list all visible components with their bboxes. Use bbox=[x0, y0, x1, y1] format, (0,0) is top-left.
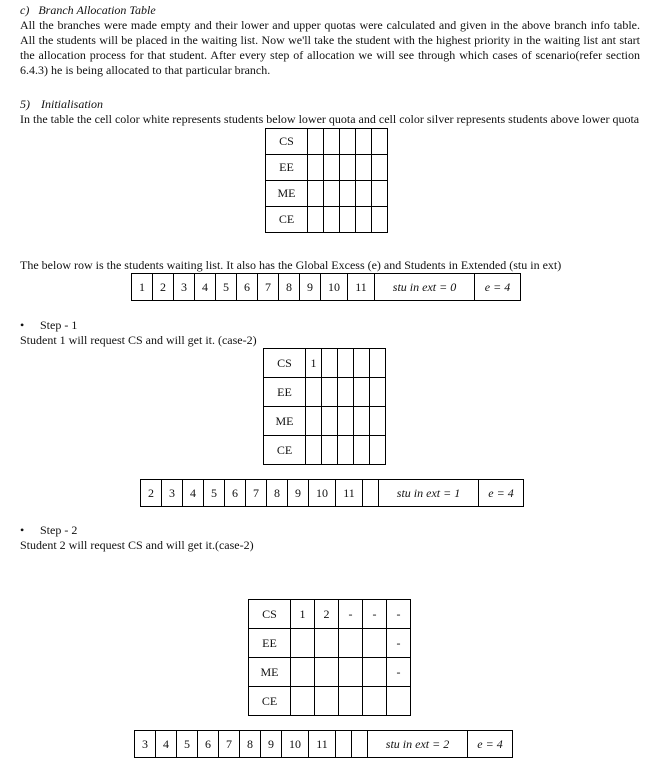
table-cell: - bbox=[387, 600, 411, 629]
table-row bbox=[264, 349, 386, 378]
table-cell: 1 bbox=[291, 600, 315, 629]
branch-label-cs: CS bbox=[264, 349, 306, 378]
student-cell: 5 bbox=[204, 480, 225, 507]
waiting-list-step2 bbox=[134, 730, 513, 758]
table-row bbox=[249, 687, 411, 716]
table-cell bbox=[354, 407, 370, 436]
table-row bbox=[249, 600, 411, 629]
table-row bbox=[266, 207, 388, 233]
branch-table-step1 bbox=[263, 348, 386, 465]
student-cell: 2 bbox=[141, 480, 162, 507]
table-cell bbox=[354, 378, 370, 407]
section-heading-c bbox=[20, 3, 156, 18]
stu-in-ext-cell: stu in ext = 2 bbox=[368, 731, 468, 758]
branch-label-ee: EE bbox=[249, 629, 291, 658]
table-cell bbox=[339, 629, 363, 658]
student-cell: 6 bbox=[225, 480, 246, 507]
student-cell: 11 bbox=[348, 274, 375, 301]
student-cell: 9 bbox=[261, 731, 282, 758]
step-heading-1 bbox=[20, 318, 77, 333]
student-cell: 1 bbox=[132, 274, 153, 301]
table-cell bbox=[370, 407, 386, 436]
global-excess-cell: e = 4 bbox=[479, 480, 524, 507]
table-cell bbox=[363, 629, 387, 658]
waiting-list-note: The below row is the students waiting list. It also has the Global Excess (e) and Students in Extended (stu in ext) bbox=[20, 258, 562, 272]
table-row bbox=[249, 658, 411, 687]
branch-label-cs: CS bbox=[266, 129, 308, 155]
table-cell bbox=[308, 129, 324, 155]
student-cell: 3 bbox=[174, 274, 195, 301]
table-cell: - bbox=[363, 600, 387, 629]
table-cell bbox=[340, 181, 356, 207]
student-cell: 5 bbox=[177, 731, 198, 758]
table-cell bbox=[339, 658, 363, 687]
global-excess-cell: e = 4 bbox=[468, 731, 513, 758]
student-cell: 8 bbox=[267, 480, 288, 507]
stu-in-ext-cell: stu in ext = 0 bbox=[375, 274, 475, 301]
step-title: Step - 1 bbox=[40, 318, 78, 332]
student-cell: 6 bbox=[198, 731, 219, 758]
student-cell: 2 bbox=[153, 274, 174, 301]
student-cell: 11 bbox=[309, 731, 336, 758]
table-cell bbox=[322, 378, 338, 407]
section-heading-initialisation bbox=[20, 97, 103, 112]
table-cell bbox=[308, 181, 324, 207]
student-cell: 7 bbox=[219, 731, 240, 758]
table-cell bbox=[308, 207, 324, 233]
student-cell: 9 bbox=[288, 480, 309, 507]
table-cell bbox=[338, 349, 354, 378]
table-cell bbox=[338, 436, 354, 465]
branch-label-me: ME bbox=[264, 407, 306, 436]
table-row bbox=[141, 480, 524, 507]
branch-label-cs: CS bbox=[249, 600, 291, 629]
table-cell bbox=[306, 436, 322, 465]
table-cell bbox=[363, 658, 387, 687]
table-row bbox=[249, 629, 411, 658]
table-cell bbox=[372, 207, 388, 233]
section-label: 5) bbox=[20, 97, 30, 111]
table-row bbox=[264, 407, 386, 436]
table-cell bbox=[291, 687, 315, 716]
table-cell bbox=[338, 407, 354, 436]
table-cell bbox=[340, 129, 356, 155]
section-title: Branch Allocation Table bbox=[38, 3, 156, 17]
table-cell bbox=[354, 349, 370, 378]
branch-label-ee: EE bbox=[264, 378, 306, 407]
table-cell bbox=[340, 207, 356, 233]
table-cell bbox=[340, 155, 356, 181]
step-description-2: Student 2 will request CS and will get it.(case-2) bbox=[20, 538, 254, 552]
branch-label-ce: CE bbox=[266, 207, 308, 233]
student-cell: 8 bbox=[240, 731, 261, 758]
table-cell bbox=[372, 155, 388, 181]
table-cell bbox=[356, 155, 372, 181]
table-cell bbox=[370, 378, 386, 407]
table-cell bbox=[372, 181, 388, 207]
table-cell bbox=[306, 378, 322, 407]
table-cell bbox=[291, 629, 315, 658]
table-cell bbox=[372, 129, 388, 155]
bullet-icon: • bbox=[20, 318, 25, 332]
table-cell bbox=[315, 687, 339, 716]
student-cell: 4 bbox=[156, 731, 177, 758]
table-row bbox=[266, 181, 388, 207]
branch-label-ce: CE bbox=[264, 436, 306, 465]
table-cell bbox=[387, 687, 411, 716]
student-cell: 10 bbox=[321, 274, 348, 301]
branch-table-init bbox=[265, 128, 388, 233]
bullet-icon: • bbox=[20, 523, 25, 537]
step-description-1: Student 1 will request CS and will get it. (case-2) bbox=[20, 333, 257, 347]
table-cell bbox=[322, 407, 338, 436]
table-cell bbox=[315, 658, 339, 687]
section-label: c) bbox=[20, 3, 30, 17]
branch-label-ee: EE bbox=[266, 155, 308, 181]
student-cell: 3 bbox=[162, 480, 183, 507]
table-cell bbox=[363, 687, 387, 716]
stu-in-ext-cell: stu in ext = 1 bbox=[379, 480, 479, 507]
waiting-list-step1 bbox=[140, 479, 524, 507]
table-cell bbox=[356, 129, 372, 155]
table-cell: - bbox=[387, 658, 411, 687]
student-cell: 4 bbox=[183, 480, 204, 507]
table-cell: 1 bbox=[306, 349, 322, 378]
student-cell: 5 bbox=[216, 274, 237, 301]
table-cell bbox=[324, 155, 340, 181]
table-cell bbox=[338, 378, 354, 407]
table-cell: - bbox=[387, 629, 411, 658]
table-row bbox=[266, 129, 388, 155]
step-heading-2 bbox=[20, 523, 77, 538]
table-cell bbox=[354, 436, 370, 465]
table-cell: - bbox=[339, 600, 363, 629]
global-excess-cell: e = 4 bbox=[475, 274, 521, 301]
table-cell: 2 bbox=[315, 600, 339, 629]
table-row bbox=[264, 436, 386, 465]
table-cell bbox=[306, 407, 322, 436]
table-cell bbox=[356, 181, 372, 207]
table-cell bbox=[315, 629, 339, 658]
waiting-list-init bbox=[131, 273, 521, 301]
table-cell bbox=[291, 658, 315, 687]
student-cell: 7 bbox=[258, 274, 279, 301]
table-cell bbox=[308, 155, 324, 181]
section-title: Initialisation bbox=[41, 97, 104, 111]
table-row bbox=[135, 731, 513, 758]
student-cell: 4 bbox=[195, 274, 216, 301]
student-cell: 10 bbox=[309, 480, 336, 507]
table-cell bbox=[370, 436, 386, 465]
student-cell: 9 bbox=[300, 274, 321, 301]
student-cell: 11 bbox=[336, 480, 363, 507]
empty-cell bbox=[363, 480, 379, 507]
table-row bbox=[266, 155, 388, 181]
table-cell bbox=[324, 207, 340, 233]
student-cell: 6 bbox=[237, 274, 258, 301]
color-note: In the table the cell color white represents students below lower quota and cell color silver represents students above lower quota bbox=[20, 112, 640, 126]
table-cell bbox=[322, 436, 338, 465]
branch-label-ce: CE bbox=[249, 687, 291, 716]
empty-cell bbox=[336, 731, 352, 758]
student-cell: 8 bbox=[279, 274, 300, 301]
empty-cell bbox=[352, 731, 368, 758]
table-cell bbox=[324, 129, 340, 155]
table-cell bbox=[324, 181, 340, 207]
table-cell bbox=[370, 349, 386, 378]
branch-table-step2 bbox=[248, 599, 411, 716]
student-cell: 3 bbox=[135, 731, 156, 758]
table-row bbox=[132, 274, 521, 301]
table-cell bbox=[356, 207, 372, 233]
student-cell: 10 bbox=[282, 731, 309, 758]
branch-label-me: ME bbox=[266, 181, 308, 207]
branch-label-me: ME bbox=[249, 658, 291, 687]
table-cell bbox=[322, 349, 338, 378]
student-cell: 7 bbox=[246, 480, 267, 507]
table-cell bbox=[339, 687, 363, 716]
table-row bbox=[264, 378, 386, 407]
intro-paragraph: All the branches were made empty and their lower and upper quotas were calculated and given in the above branch info table. All the students will be placed in the waiting list. Now we'll take the student with the highest priority in the waiting list ant start the allocation process for that student. After every step of allocation we will see through which cases of scenario(refer section 6.4.3) he is being allocated to that particular branch. bbox=[20, 18, 640, 77]
step-title: Step - 2 bbox=[40, 523, 78, 537]
